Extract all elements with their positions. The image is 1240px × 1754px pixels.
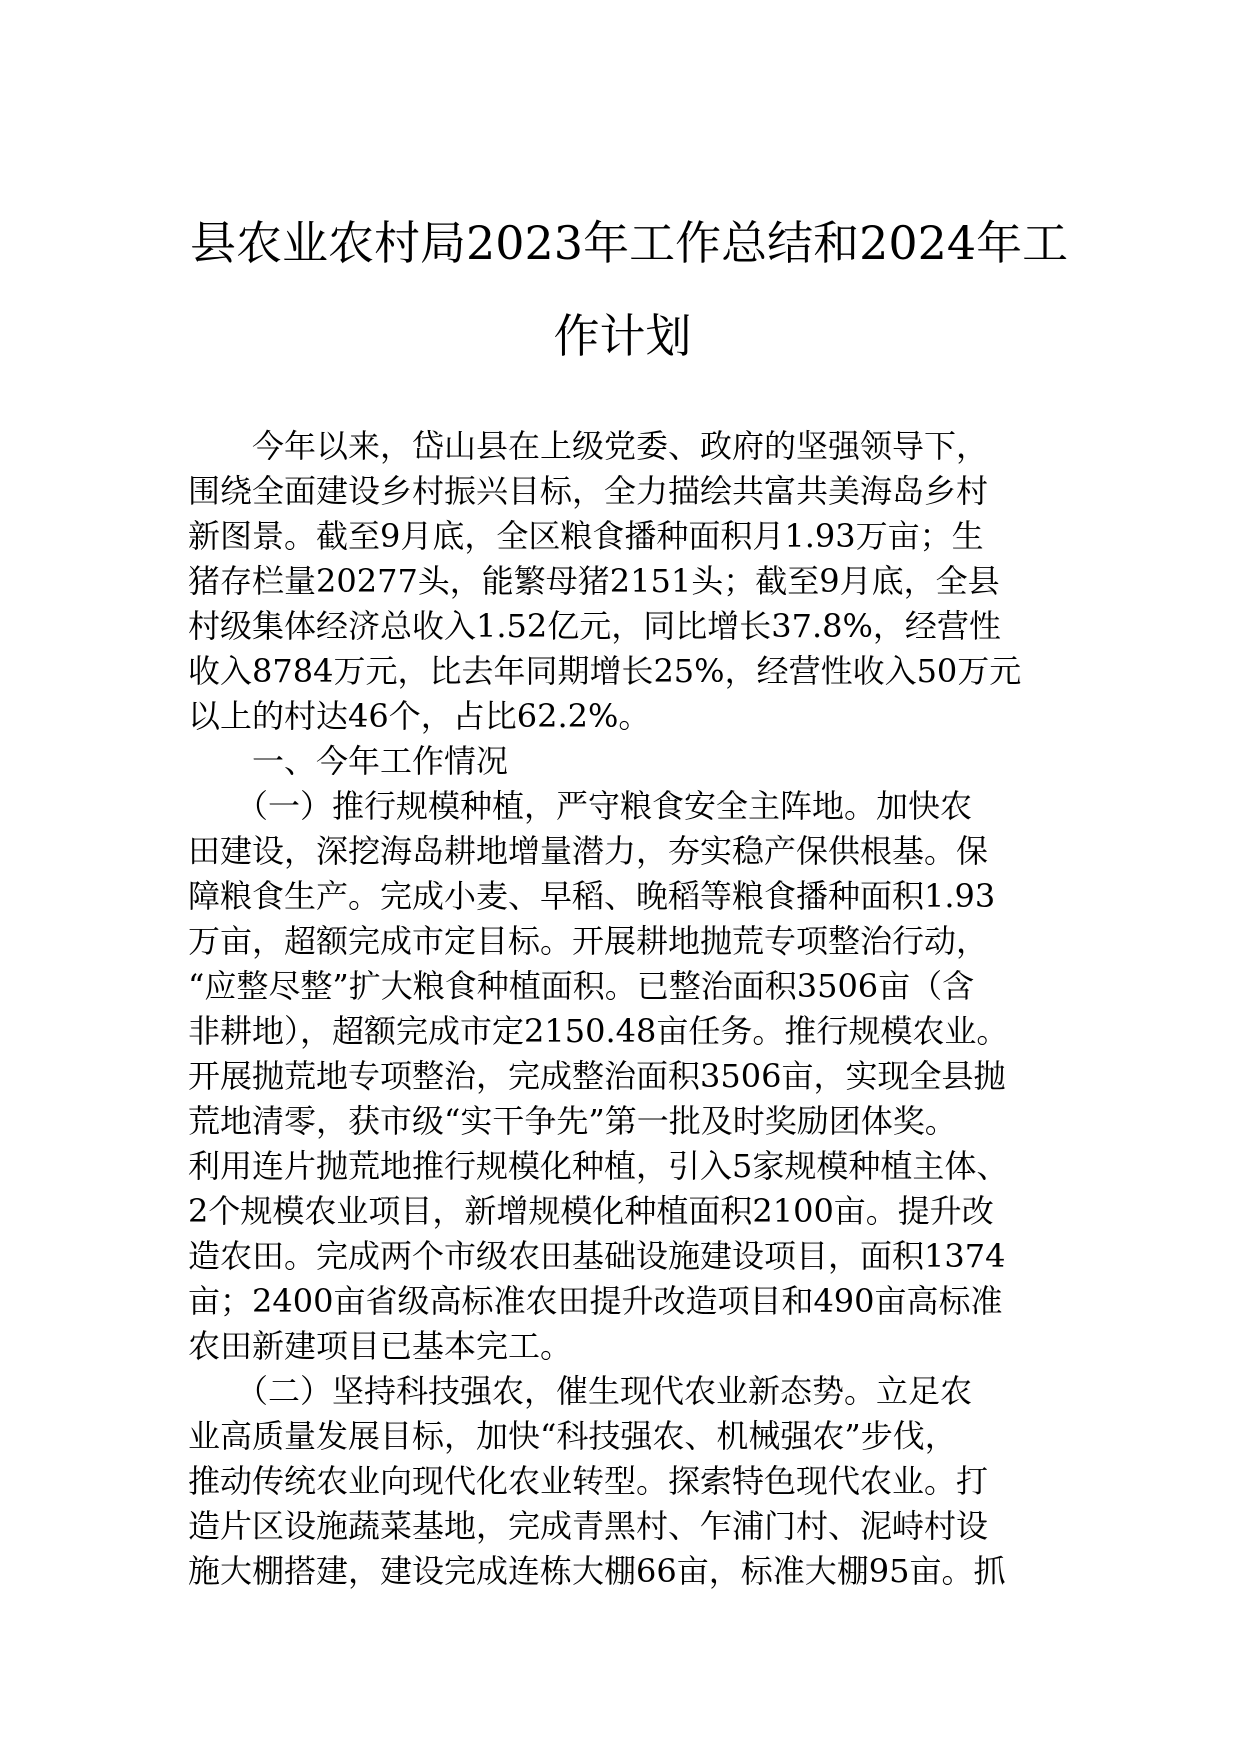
body-line: 障粮食生产。完成小麦、早稻、晚稻等粮食播种面积1.93 (188, 877, 996, 915)
document-title-line-1: 县农业农村局2023年工作总结和2024年工 (190, 216, 1069, 270)
body-line: 以上的村达46个，占比62.2%。 (188, 697, 651, 735)
body-line: 开展抛荒地专项整治，完成整治面积3506亩，实现全县抛 (188, 1057, 1006, 1095)
body-line: 造片区设施蔬菜基地，完成青黑村、乍浦门村、泥峙村设 (188, 1507, 989, 1545)
body-line: 今年以来，岱山县在上级党委、政府的坚强领导下， (188, 427, 989, 465)
body-line: “应整尽整”扩大粮食种植面积。已整治面积3506亩（含 (188, 967, 975, 1005)
document-body (188, 424, 1058, 1594)
document-title-line-2: 作计划 (553, 309, 692, 363)
body-line: 围绕全面建设乡村振兴目标，全力描绘共富共美海岛乡村 (188, 472, 989, 510)
body-line: 2个规模农业项目，新增规模化种植面积2100亩。提升改 (188, 1192, 994, 1230)
body-line: 田建设，深挖海岛耕地增量潜力，夯实稳产保供根基。保 (188, 832, 989, 870)
body-line: （一）推行规模种植，严守粮食安全主阵地。加快农 (188, 787, 973, 825)
body-line: 造农田。完成两个市级农田基础设施建设项目，面积1374 (188, 1237, 1006, 1275)
body-line: 万亩，超额完成市定目标。开展耕地抛荒专项整治行动， (188, 922, 989, 960)
body-line: 亩；2400亩省级高标准农田提升改造项目和490亩高标准 (188, 1282, 1003, 1320)
body-line: （二）坚持科技强农，催生现代农业新态势。立足农 (188, 1372, 973, 1410)
section-heading: 一、今年工作情况 (188, 742, 509, 780)
body-line: 收入8784万元，比去年同期增长25%，经营性收入50万元 (188, 652, 1022, 690)
body-line: 非耕地），超额完成市定2150.48亩任务。推行规模农业。 (188, 1012, 1009, 1050)
body-line: 推动传统农业向现代化农业转型。探索特色现代农业。打 (188, 1462, 989, 1500)
body-line: 农田新建项目已基本完工。 (188, 1327, 573, 1365)
body-line: 猪存栏量20277头，能繁母猪2151头；截至9月底，全县 (188, 562, 1000, 600)
body-line: 荒地清零，获市级“实干争先”第一批及时奖励团体奖。 (188, 1102, 957, 1140)
body-line: 新图景。截至9月底，全区粮食播种面积月1.93万亩；生 (188, 517, 984, 555)
body-line: 业高质量发展目标，加快“科技强农、机械强农”步伐， (188, 1417, 957, 1455)
body-line: 施大棚搭建，建设完成连栋大棚66亩，标准大棚95亩。抓 (188, 1552, 1006, 1590)
body-line: 村级集体经济总收入1.52亿元，同比增长37.8%，经营性 (188, 607, 1001, 645)
body-line: 利用连片抛荒地推行规模化种植，引入5家规模种植主体、 (188, 1147, 1009, 1185)
